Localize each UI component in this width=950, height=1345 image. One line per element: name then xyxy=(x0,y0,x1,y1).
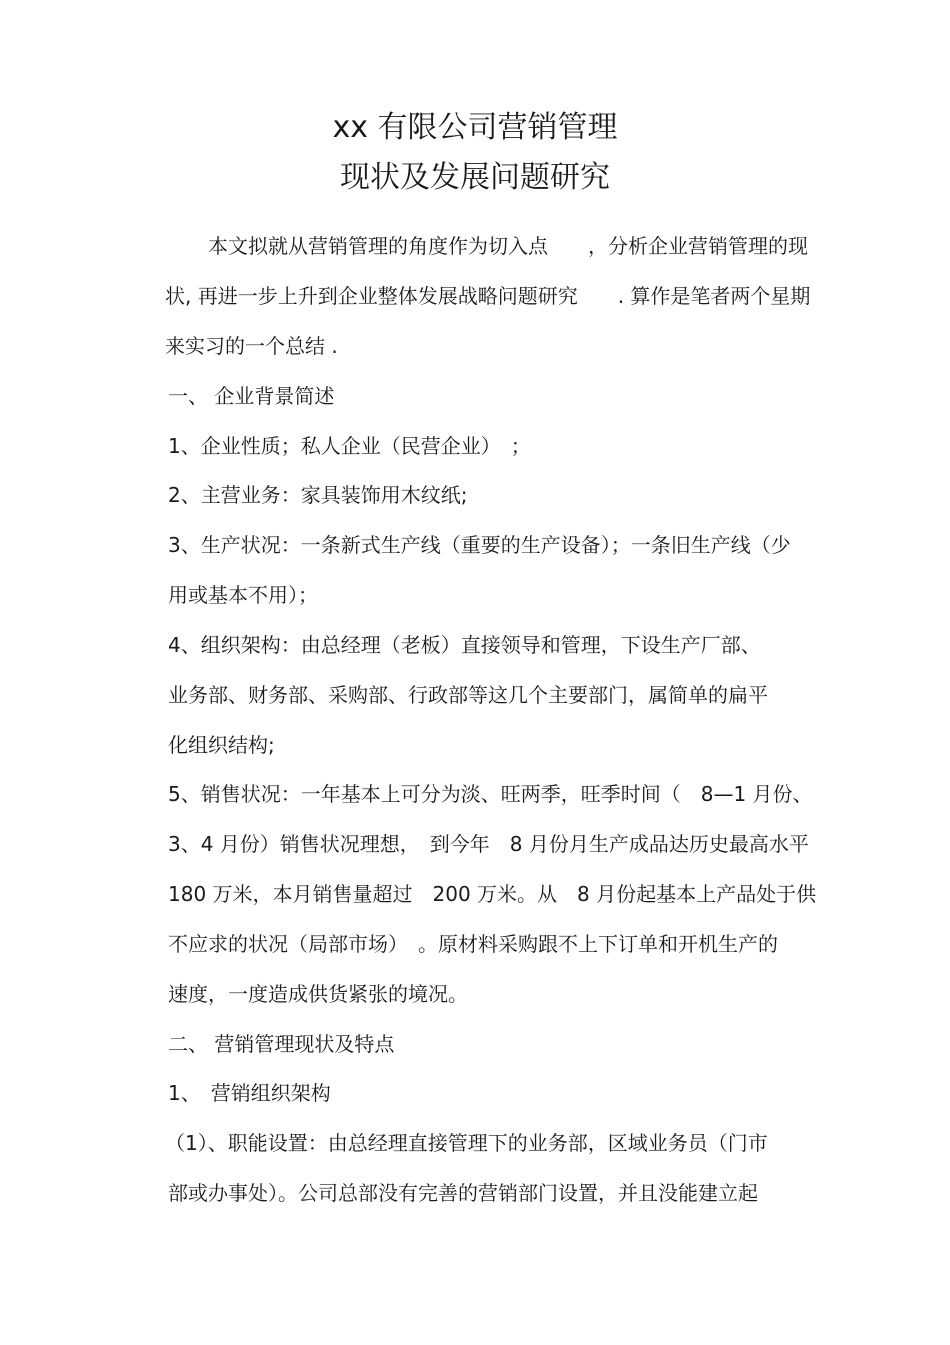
list-item: 3、生产状况：一条新式生产线（重要的生产设备）；一条旧生产线（少 xyxy=(168,533,791,557)
paragraph-line: 本文拟就从营销管理的角度作为切入点 ，分析企业营销管理的现 xyxy=(208,234,808,258)
document-title-line-2: 现状及发展问题研究 xyxy=(340,160,610,195)
list-item-continuation: 部或办事处）。公司总部没有完善的营销部门设置，并且没能建立起 xyxy=(168,1181,758,1205)
list-item: （1）、职能设置：由总经理直接管理下的业务部，区域业务员（门市 xyxy=(165,1131,768,1155)
paragraph-line: 来实习的一个总结 . xyxy=(165,334,338,358)
list-item-continuation: 业务部、财务部、采购部、行政部等这几个主要部门，属简单的扁平 xyxy=(168,683,768,707)
list-item-continuation: 速度，一度造成供货紧张的境况。 xyxy=(168,982,468,1006)
section-heading: 一、 企业背景简述 xyxy=(168,384,335,408)
list-item-continuation: 180 万米，本月销售量超过 200 万米。从 8 月份起基本上产品处于供 xyxy=(168,882,817,906)
paragraph-line: 状, 再进一步上升到企业整体发展战略问题研究 . 算作是笔者两个星期 xyxy=(165,284,811,308)
list-item-continuation: 化组织结构; xyxy=(168,733,275,757)
list-item: 5、销售状况：一年基本上可分为淡、旺两季，旺季时间（ 8—1 月份、 xyxy=(168,782,813,806)
list-item-continuation: 不应求的状况（局部市场） 。原材料采购跟不上下订单和开机生产的 xyxy=(168,932,778,956)
list-item: 1、企业性质；私人企业（民营企业） ； xyxy=(168,434,531,458)
subsection-heading: 1、 营销组织架构 xyxy=(168,1081,331,1105)
list-item-continuation: 用或基本不用）； xyxy=(168,583,318,607)
list-item: 2、主营业务：家具装饰用木纹纸; xyxy=(168,483,468,507)
section-heading: 二、 营销管理现状及特点 xyxy=(168,1032,395,1056)
document-title-line-1: xx 有限公司营销管理 xyxy=(332,110,618,145)
list-item-continuation: 3、4 月份）销售状况理想， 到今年 8 月份月生产成品达历史最高水平 xyxy=(168,832,809,856)
list-item: 4、组织架构：由总经理（老板）直接领导和管理，下设生产厂部、 xyxy=(168,633,761,657)
